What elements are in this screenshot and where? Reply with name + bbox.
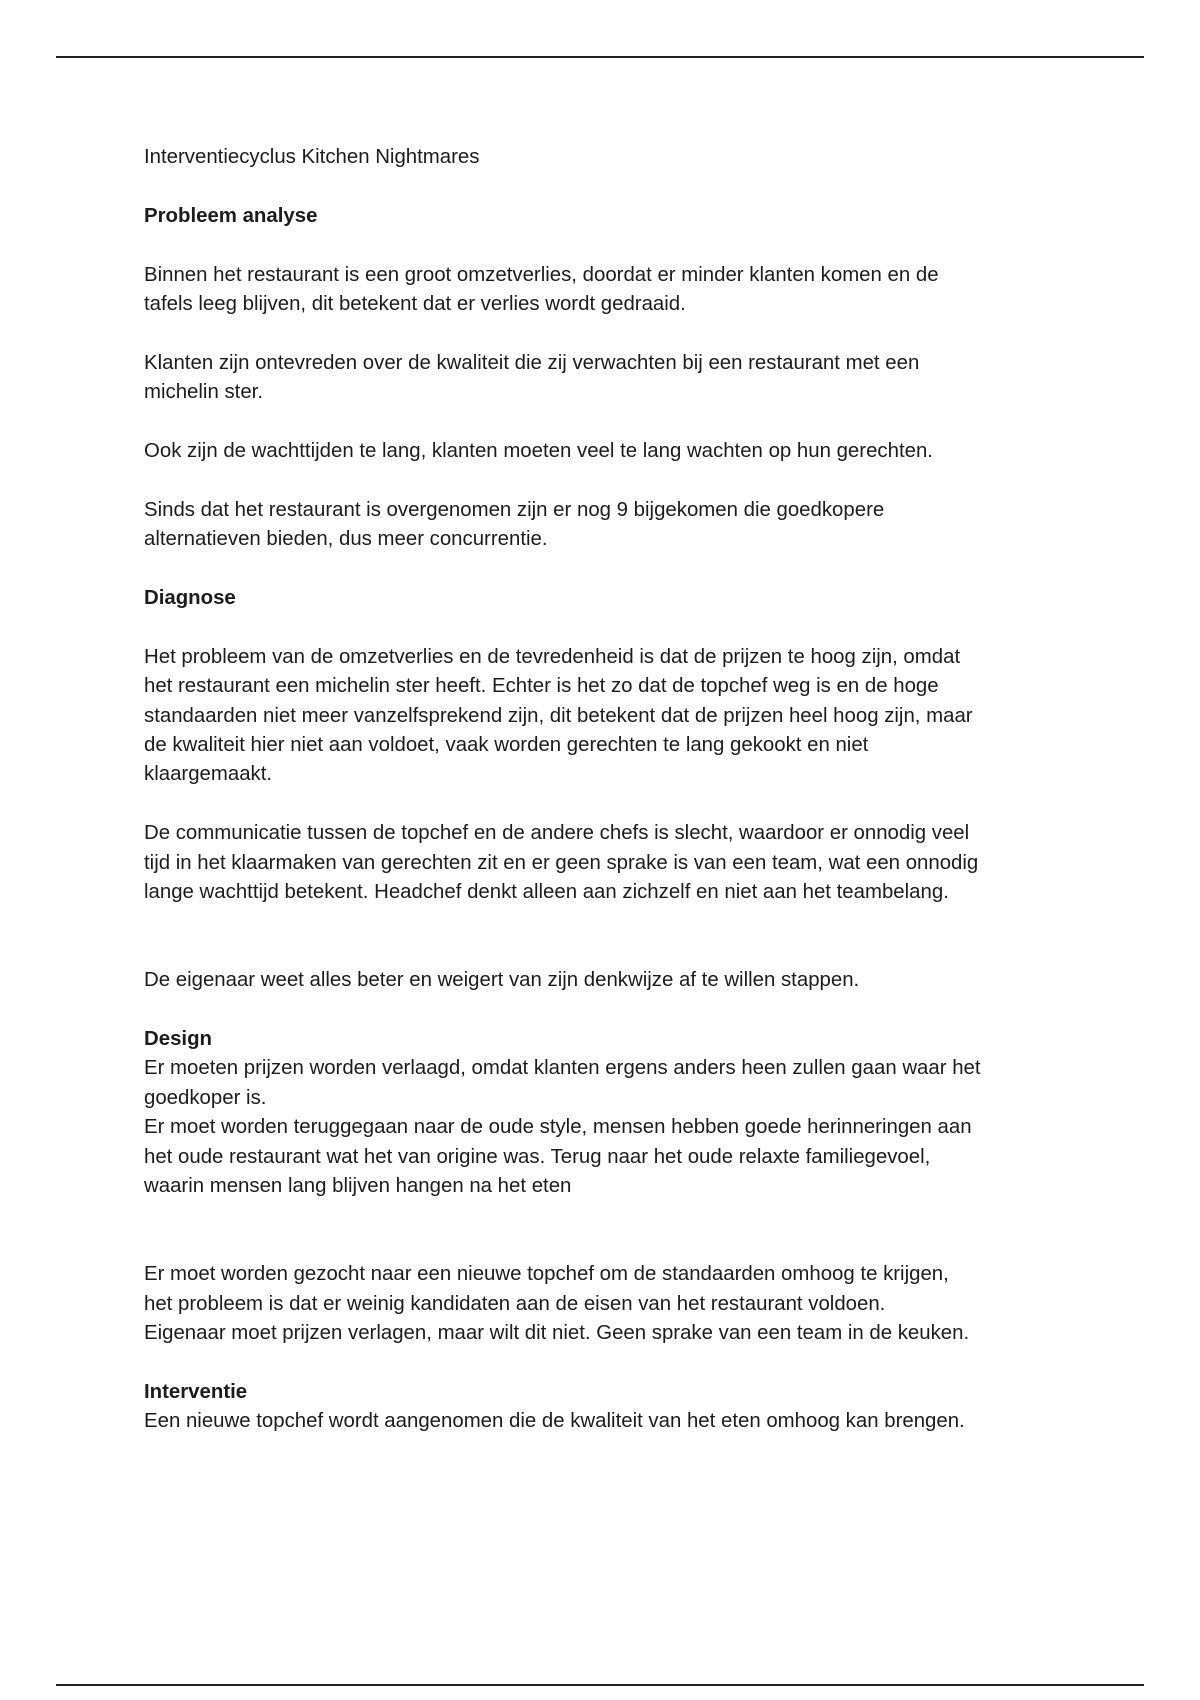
text-line: Ook zijn de wachttijden te lang, klanten moeten veel te lang wachten op hun gerechten. [144, 440, 933, 462]
text-line: goedkoper is. [144, 1086, 267, 1109]
paragraph-interventie-1 [144, 1407, 1064, 1436]
text-line: de kwaliteit hier niet aan voldoet, vaak worden gerechten te lang gekookt en niet [144, 734, 869, 757]
heading-interventie: Interventie [144, 1380, 248, 1403]
heading-diagnose: Diagnose [144, 587, 236, 609]
heading-probleem-analyse: Probleem analyse [144, 204, 318, 227]
text-line: lange wachttijd betekent. Headchef denkt alleen aan zichzelf en niet aan het teambelang. [144, 881, 949, 904]
text-line: tafels leeg blijven, dit betekent dat er verlies wordt gedraaid. [144, 293, 686, 315]
text-line: tijd in het klaarmaken van gerechten zit en er geen sprake is van een team, wat een onnodig [144, 851, 979, 874]
paragraph-design-1 [144, 1054, 1064, 1201]
text-line: Eigenaar moet prijzen verlagen, maar wilt dit niet. Geen sprake van een team in de keuken. [144, 1322, 970, 1345]
text-line: De communicatie tussen de topchef en de andere chefs is slecht, waardoor er onnodig veel [144, 822, 970, 845]
paragraph-probleem-2 [144, 349, 1064, 408]
text-line: Een nieuwe topchef wordt aangenomen die de kwaliteit van het eten omhoog kan brengen. [144, 1410, 965, 1433]
text-line: Binnen het restaurant is een groot omzetverlies, doordat er minder klanten komen en de [144, 263, 939, 286]
paragraph-diagnose-2 [144, 819, 1064, 907]
text-line: De eigenaar weet alles beter en weigert van zijn denkwijze af te willen stappen. [144, 969, 860, 992]
text-line: michelin ster. [144, 381, 263, 404]
bottom-rule [56, 1684, 1144, 1686]
paragraph-probleem-3 [144, 437, 1064, 466]
text-line: Er moet worden teruggegaan naar de oude style, mensen hebben goede herinneringen aan [144, 1116, 972, 1139]
text-line: Klanten zijn ontevreden over de kwaliteit die zij verwachten bij een restaurant met een [144, 351, 920, 374]
paragraph-design-2 [144, 1260, 1064, 1348]
text-line: het restaurant een michelin ster heeft. Echter is het zo dat de topchef weg is en de hoge [144, 675, 939, 698]
text-line: alternatieven bieden, dus meer concurrentie. [144, 528, 548, 551]
text-line: Sinds dat het restaurant is overgenomen zijn er nog 9 bijgekomen die goedkopere [144, 498, 885, 521]
paragraph-probleem-4 [144, 496, 1064, 555]
text-line: waarin mensen lang blijven hangen na het eten [144, 1175, 572, 1198]
text-line: Er moeten prijzen worden verlaagd, omdat klanten ergens anders heen zullen gaan waar het [144, 1057, 981, 1080]
document-title: Interventiecyclus Kitchen Nightmares [144, 146, 480, 168]
text-line: Er moet worden gezocht naar een nieuwe topchef om de standaarden omhoog te krijgen, [144, 1263, 949, 1286]
text-line: Het probleem van de omzetverlies en de tevredenheid is dat de prijzen te hoog zijn, omdat [144, 645, 961, 668]
document-body [144, 143, 1064, 1437]
text-line: het oude restaurant wat het van origine was. Terug naar het oude relaxte familiegevoel, [144, 1145, 931, 1168]
text-line: het probleem is dat er weinig kandidaten aan de eisen van het restaurant voldoen. [144, 1292, 886, 1315]
text-line: standaarden niet meer vanzelfsprekend zijn, dit betekent dat de prijzen heel hoog zijn, maar [144, 704, 973, 727]
heading-design: Design [144, 1028, 212, 1051]
paragraph-diagnose-1 [144, 643, 1064, 790]
paragraph-diagnose-3 [144, 966, 1064, 995]
top-rule [56, 56, 1144, 58]
text-line: klaargemaakt. [144, 763, 273, 786]
paragraph-probleem-1 [144, 261, 1064, 320]
